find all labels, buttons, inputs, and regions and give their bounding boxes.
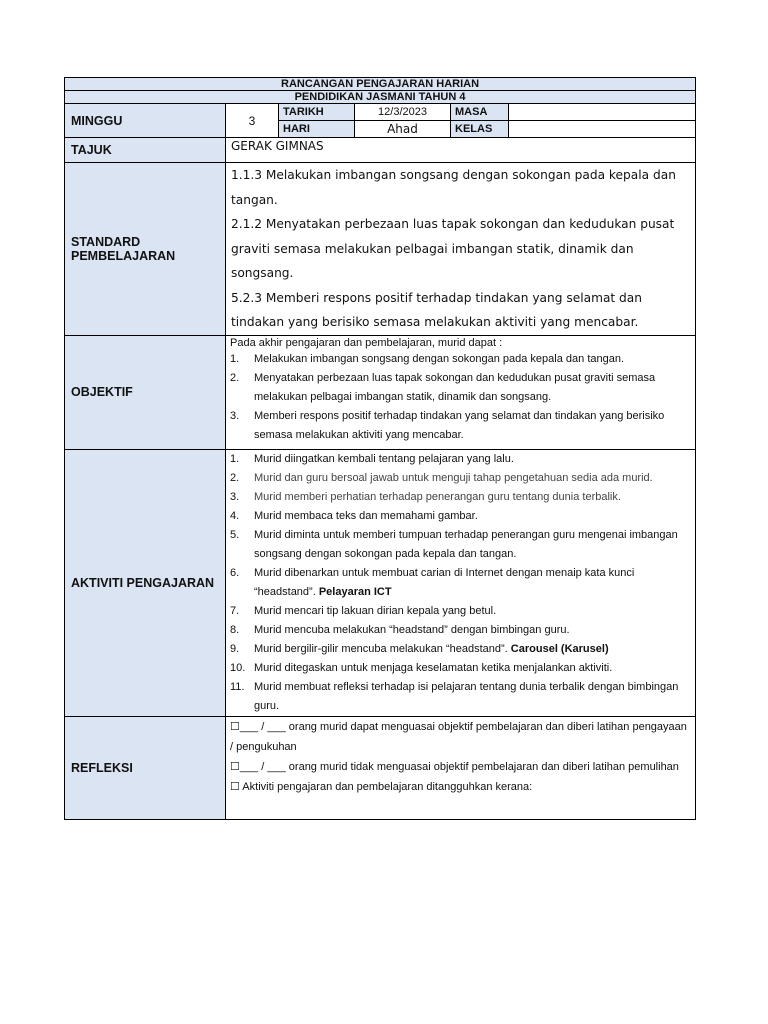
objektif-list [230, 350, 691, 445]
aktiviti-row [65, 449, 696, 716]
kelas-label: KELAS [451, 121, 509, 138]
item-number: 9. [230, 642, 240, 655]
item-number: 1. [230, 352, 240, 365]
list-item [230, 369, 691, 407]
item-number: 7. [230, 604, 240, 617]
aktiviti-content [226, 449, 696, 716]
list-item [230, 507, 691, 526]
list-item [230, 469, 691, 488]
item-text: Melakukan imbangan songsang dengan sokongan pada kepala dan tangan. [254, 352, 625, 365]
masa-label: MASA [451, 104, 509, 121]
refleksi-line: ☐___ / ___ orang murid dapat menguasai objektif pembelajaran dan diberi latihan pengayaan / pengukuhan [230, 720, 687, 753]
item-number: 5. [230, 528, 240, 541]
item-text: Murid membaca teks dan memahami gambar. [254, 509, 478, 522]
minggu-label: MINGGU [65, 104, 226, 138]
title-row [65, 78, 696, 91]
item-text: Murid memberi perhatian terhadap penerangan guru tentang dunia terbalik. [254, 490, 621, 503]
item-number: 1. [230, 452, 240, 465]
item-text: Murid mencari tip lakuan dirian kepala yang betul. [254, 604, 497, 617]
masa-value [509, 104, 696, 121]
objektif-label: OBJEKTIF [65, 335, 226, 449]
hari-value: Ahad [355, 121, 451, 138]
item-text: Murid bergilir-gilir mencuba melakukan “headstand”. Carousel (Karusel) [254, 642, 609, 655]
item-text: Murid ditegaskan untuk menjaga keselamatan ketika menjalankan aktiviti. [254, 661, 613, 674]
item-number: 10. [230, 661, 246, 674]
item-number: 3. [230, 490, 240, 503]
item-text: Menyatakan perbezaan luas tapak sokongan dan kedudukan pusat graviti semasa melakukan pelbagai imbangan statik, dinamik dan songsang. [254, 371, 656, 403]
item-number: 2. [230, 471, 240, 484]
tarikh-row [65, 104, 696, 121]
list-item [230, 488, 691, 507]
standard-label: STANDARD PEMBELAJARAN [65, 163, 226, 336]
aktiviti-label: AKTIVITI PENGAJARAN [65, 449, 226, 716]
standard-item: 2.1.2 Menyatakan perbezaan luas tapak sokongan dan kedudukan pusat graviti semasa melakukan pelbagai imbangan statik, dinamik dan songsang. [231, 217, 675, 280]
list-item [230, 602, 691, 621]
list-item [230, 564, 691, 602]
subtitle-row [65, 91, 696, 104]
hari-label: HARI [279, 121, 355, 138]
item-text: Murid dan guru bersoal jawab untuk menguji tahap pengetahuan sedia ada murid. [254, 471, 653, 484]
standard-content [226, 163, 696, 336]
item-number: 6. [230, 566, 240, 579]
item-number: 8. [230, 623, 240, 636]
item-number: 11. [230, 680, 245, 693]
tajuk-row [65, 138, 696, 163]
list-item [230, 621, 691, 640]
item-text: Murid mencuba melakukan “headstand” dengan bimbingan guru. [254, 623, 570, 636]
aktiviti-list [230, 450, 691, 716]
minggu-value: 3 [226, 104, 279, 138]
item-text: Murid membuat refleksi terhadap isi pelajaran tentang dunia terbalik dengan bimbingan guru. [254, 680, 679, 712]
refleksi-line: ☐___ / ___ orang murid tidak menguasai objektif pembelajaran dan diberi latihan pemulihan [230, 760, 679, 773]
item-number: 3. [230, 409, 240, 422]
list-item [230, 450, 691, 469]
list-item [230, 678, 691, 716]
list-item [230, 407, 691, 445]
item-number: 2. [230, 371, 240, 384]
refleksi-line: ☐ Aktiviti pengajaran dan pembelajaran ditangguhkan kerana: [230, 780, 533, 793]
tarikh-label: TARIKH [279, 104, 355, 121]
lesson-plan-table [64, 77, 696, 820]
item-text: Memberi respons positif terhadap tindakan yang selamat dan tindakan yang berisiko semasa melakukan aktiviti yang mencabar. [254, 409, 665, 441]
tarikh-value: 12/3/2023 [355, 104, 451, 121]
item-text: Murid dibenarkan untuk membuat carian di Internet dengan menaip kata kunci “headstand”. Pelayaran ICT [254, 566, 635, 598]
standard-item: 5.2.3 Memberi respons positif terhadap tindakan yang selamat dan tindakan yang berisiko semasa melakukan aktiviti yang mencabar. [231, 290, 642, 329]
refleksi-content [226, 716, 696, 819]
standard-row [65, 163, 696, 336]
list-item [230, 350, 691, 369]
kelas-value [509, 121, 696, 138]
objektif-intro: Pada akhir pengajaran dan pembelajaran, murid dapat : [230, 336, 503, 349]
refleksi-row [65, 716, 696, 819]
list-item [230, 526, 691, 564]
list-item [230, 659, 691, 678]
item-number: 4. [230, 509, 240, 522]
tajuk-label: TAJUK [65, 138, 226, 163]
tajuk-value: GERAK GIMNAS [226, 138, 696, 163]
objektif-content [226, 335, 696, 449]
refleksi-label: REFLEKSI [65, 716, 226, 819]
document-title: RANCANGAN PENGAJARAN HARIAN [65, 78, 696, 91]
document-subtitle: PENDIDIKAN JASMANI TAHUN 4 [65, 91, 696, 104]
item-text: Murid diminta untuk memberi tumpuan terhadap penerangan guru mengenai imbangan songsang dengan sokongan pada kepala dan tangan. [254, 528, 678, 560]
standard-item: 1.1.3 Melakukan imbangan songsang dengan sokongan pada kepala dan tangan. [231, 168, 676, 207]
item-text: Murid diingatkan kembali tentang pelajaran yang lalu. [254, 452, 514, 465]
objektif-row [65, 335, 696, 449]
list-item [230, 640, 691, 659]
